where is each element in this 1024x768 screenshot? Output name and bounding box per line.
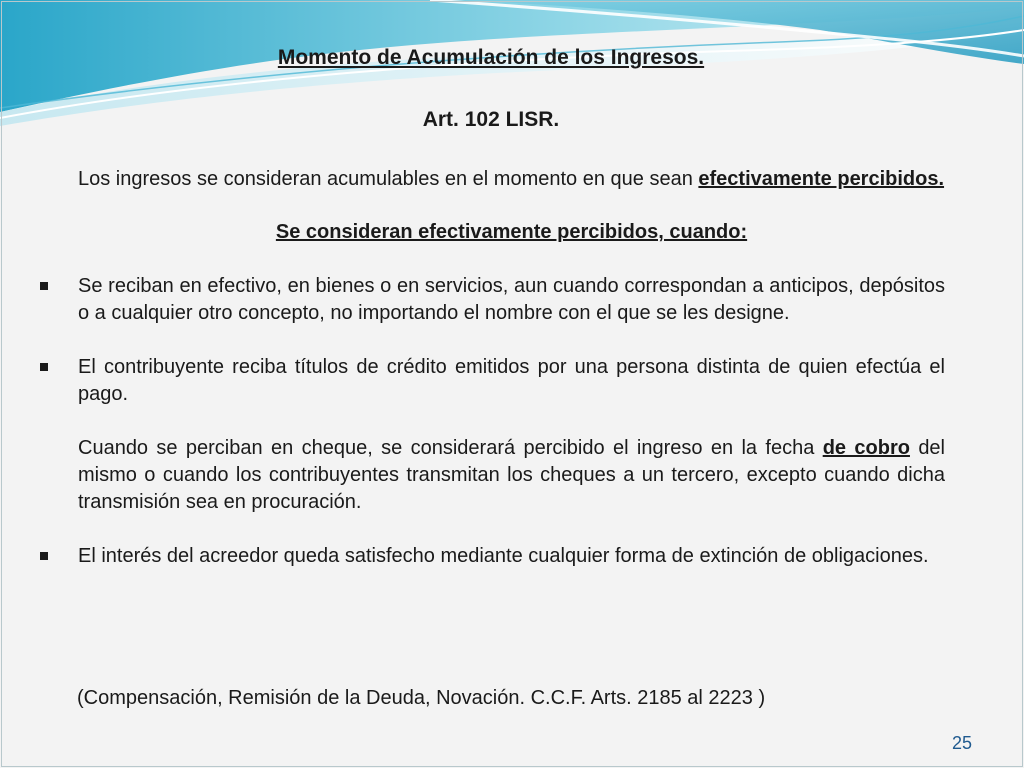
cheque-text-after: del mismo o cuando los contribuyentes transmitan los cheques a un tercero, excepto cuando dicha transmisión sea en procuración. bbox=[78, 437, 946, 513]
cheque-emphasis: de cobro bbox=[822, 437, 910, 459]
article-reference: Art. 102 LISR. bbox=[422, 108, 560, 131]
content-body bbox=[78, 166, 945, 570]
square-bullet-icon bbox=[40, 282, 48, 290]
square-bullet-icon bbox=[40, 552, 48, 560]
list-item bbox=[78, 354, 945, 408]
page-number: 25 bbox=[951, 733, 972, 753]
intro-emphasis: efectivamente percibidos. bbox=[698, 168, 945, 190]
list-item-text: El interés del acreedor queda satisfecho mediante cualquier forma de extinción de obligaciones. bbox=[78, 545, 929, 567]
slide-title: Momento de Acumulación de los Ingresos. bbox=[277, 46, 705, 69]
list-item bbox=[78, 273, 945, 327]
section-subtitle: Se consideran efectivamente percibidos, cuando: bbox=[275, 221, 748, 243]
intro-text: Los ingresos se consideran acumulables en el momento en que sean bbox=[78, 168, 699, 190]
square-bullet-icon bbox=[40, 363, 48, 371]
list-item-text: Se reciban en efectivo, en bienes o en servicios, aun cuando correspondan a anticipos, depósitos o a cualquier otro concepto, no importando el nombre con el que se les designe. bbox=[78, 275, 945, 324]
intro-paragraph bbox=[78, 166, 945, 193]
cheque-paragraph bbox=[78, 435, 945, 516]
list-item bbox=[78, 543, 945, 570]
cheque-text-before: Cuando se perciban en cheque, se considerará percibido el ingreso en la fecha bbox=[78, 437, 823, 459]
legal-citation: (Compensación, Remisión de la Deuda, Novación. C.C.F. Arts. 2185 al 2223 ) bbox=[77, 687, 766, 709]
list-item-text: El contribuyente reciba títulos de crédito emitidos por una persona distinta de quien efectúa el pago. bbox=[78, 356, 945, 405]
